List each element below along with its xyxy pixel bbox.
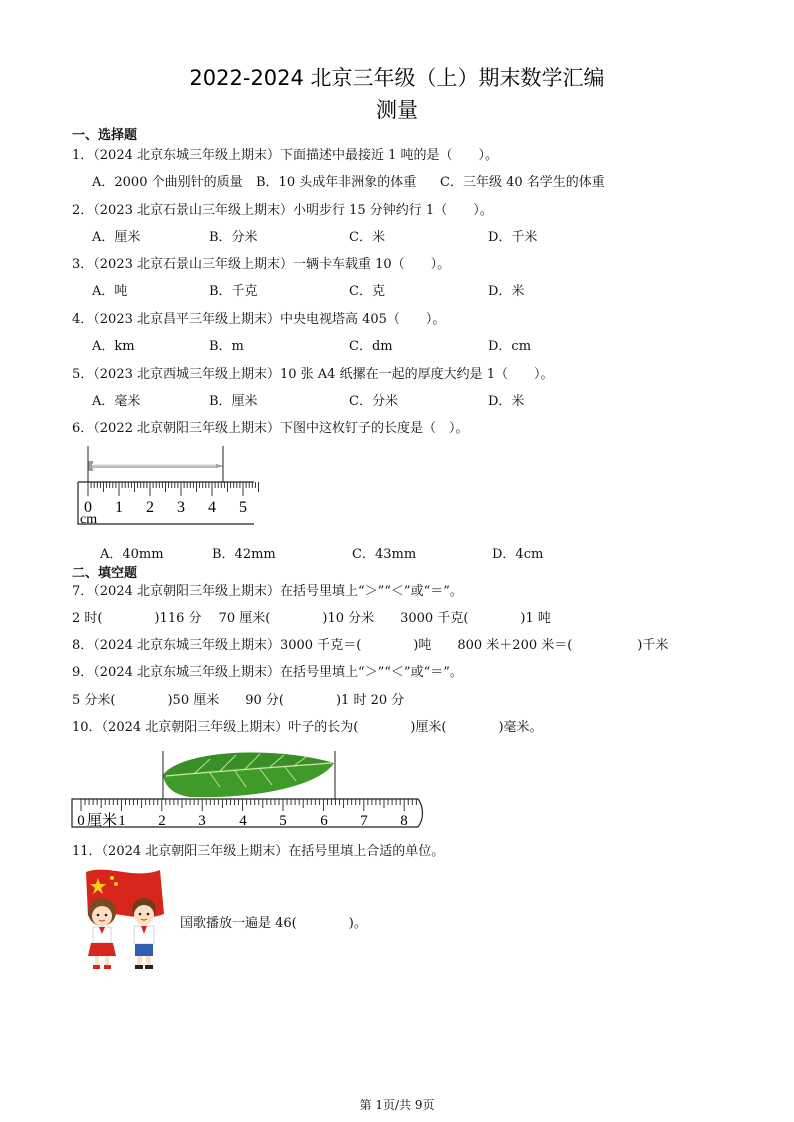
q2-option-c: C．米	[349, 230, 385, 245]
ruler-number: 7	[360, 813, 368, 829]
question-7-stem: 7．（2024 北京朝阳三年级上期末）在括号里填上“＞”“＜”或“＝”。	[72, 584, 463, 599]
q5-option-d: D．米	[488, 394, 525, 409]
question-9-stem: 9．（2024 北京东城三年级上期末）在括号里填上“＞”“＜”或“＝”。	[72, 665, 463, 680]
ruler-number: 3	[177, 499, 185, 516]
question-11-stem: 11．（2024 北京朝阳三年级上期末）在括号里填上合适的单位。	[72, 844, 445, 859]
q3-option-a: A．吨	[92, 284, 128, 299]
q6-option-a: A．40mm	[100, 547, 164, 562]
q1-option-a: A．2000 个曲别针的质量	[92, 175, 243, 190]
nail-icon	[88, 461, 224, 471]
question-10-stem: 10．（2024 北京朝阳三年级上期末）叶子的长为( )厘米( )毫米。	[72, 720, 543, 735]
q2-option-a: A．厘米	[92, 230, 141, 245]
page-subtitle: 测量	[376, 98, 418, 122]
ruler-number: 0	[84, 499, 92, 516]
ruler-number: 2	[146, 499, 154, 516]
q3-option-b: B．千克	[209, 284, 258, 299]
leaf-ruler-figure	[70, 745, 426, 831]
ruler-number: 3	[198, 813, 206, 829]
question-4-stem: 4．（2023 北京昌平三年级上期末）中央电视塔高 405（ ）。	[72, 312, 446, 327]
question-2-stem: 2．（2023 北京石景山三年级上期末）小明步行 15 分钟约行 1（ ）。	[72, 203, 493, 218]
q5-option-c: C．分米	[349, 394, 398, 409]
ruler-number: 0	[77, 813, 85, 829]
page-footer: 第 1页/共 9页	[359, 1098, 435, 1112]
ruler-number: 5	[239, 499, 247, 516]
q4-option-c: C．dm	[349, 339, 393, 354]
ruler-number: 1	[115, 499, 123, 516]
question-11-line: 国歌播放一遍是 46( )。	[180, 916, 367, 931]
page-title: 2022-2024 北京三年级（上）期末数学汇编	[189, 66, 605, 90]
q1-option-c: C．三年级 40 名学生的体重	[440, 175, 605, 190]
leaf-icon	[163, 753, 334, 798]
boy-figure	[132, 898, 156, 969]
ruler-number: 8	[400, 813, 408, 829]
question-6-stem: 6．（2022 北京朝阳三年级上期末）下图中这枚钉子的长度是（ ）。	[72, 421, 469, 436]
girl-figure	[88, 898, 116, 969]
ruler-number: 1	[118, 813, 126, 829]
question-8-stem: 8．（2024 北京东城三年级上期末）3000 千克＝( )吨 800 米＋200 米＝( )千米	[72, 638, 669, 653]
section-heading-fill: 二、填空题	[72, 566, 138, 581]
question-5-stem: 5．（2023 北京西城三年级上期末）10 张 A4 纸摞在一起的厚度大约是 1（ ）。	[72, 367, 554, 382]
q2-option-b: B．分米	[209, 230, 258, 245]
question-3-stem: 3．（2023 北京石景山三年级上期末）一辆卡车载重 10（ ）。	[72, 257, 451, 272]
q5-option-b: B．厘米	[209, 394, 258, 409]
q5-option-a: A．毫米	[92, 394, 141, 409]
q6-option-c: C．43mm	[352, 547, 417, 562]
q3-option-c: C．克	[349, 284, 385, 299]
q1-option-b: B．10 头成年非洲象的体重	[256, 175, 417, 190]
q3-option-d: D．米	[488, 284, 525, 299]
section-heading-choice: 一、选择题	[72, 128, 138, 143]
question-1-stem: 1．（2024 北京东城三年级上期末）下面描述中最接近 1 吨的是（ ）。	[72, 148, 499, 163]
question-7-line: 2 时( )116 分 70 厘米( )10 分米 3000 千克( )1 吨	[72, 611, 551, 626]
q4-option-a: A．km	[92, 339, 135, 354]
ruler-number: 5	[279, 813, 287, 829]
q6-option-b: B．42mm	[212, 547, 276, 562]
ruler-unit-label: cm	[80, 512, 98, 527]
ruler-number: 4	[239, 813, 247, 829]
ruler-numbers	[84, 499, 247, 516]
ruler-number: 2	[158, 813, 166, 829]
nail-ruler-figure	[76, 442, 258, 530]
q2-option-d: D．千米	[488, 230, 538, 245]
question-9-line: 5 分米( )50 厘米 90 分( )1 时 20 分	[72, 693, 405, 708]
q4-option-d: D．cm	[488, 339, 532, 354]
leaf-ruler-unit-label: 厘米	[87, 813, 118, 829]
q4-option-b: B．m	[209, 339, 244, 354]
ruler-number: 6	[320, 813, 328, 829]
ruler-number: 4	[208, 499, 216, 516]
q6-option-d: D．4cm	[492, 547, 544, 562]
flag-children-illustration	[78, 864, 178, 972]
